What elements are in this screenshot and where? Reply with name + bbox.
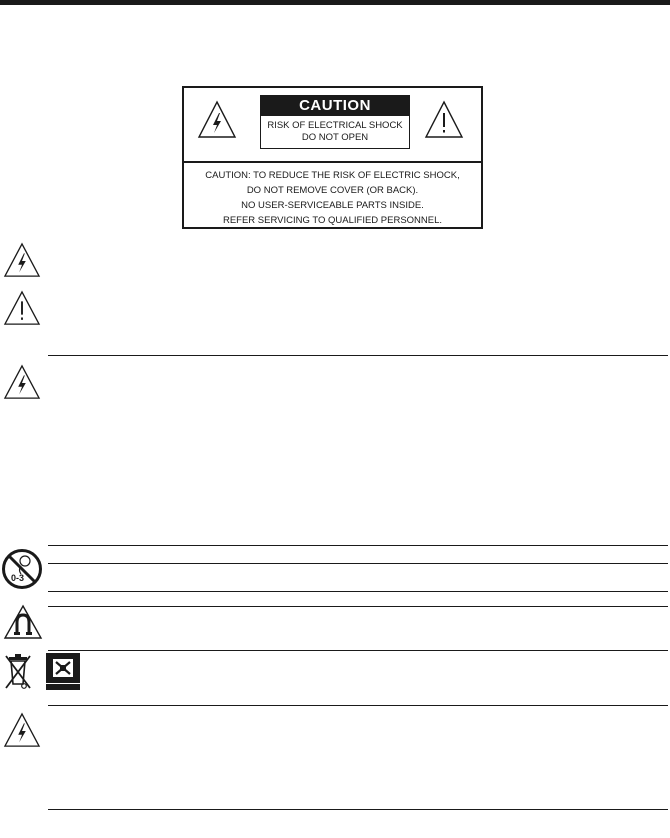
lightning-warning-icon bbox=[197, 100, 237, 140]
lightning-warning-icon bbox=[3, 364, 41, 400]
caution-text-line: CAUTION: TO REDUCE THE RISK OF ELECTRIC SHOCK, bbox=[205, 170, 460, 181]
section-divider bbox=[48, 591, 668, 592]
section-divider bbox=[48, 705, 668, 706]
top-rule bbox=[0, 0, 670, 5]
caution-text-line: REFER SERVICING TO QUALIFIED PERSONNEL. bbox=[222, 215, 443, 226]
caution-text-line: NO USER-SERVICEABLE PARTS INSIDE. bbox=[241, 200, 424, 211]
section-divider bbox=[48, 545, 668, 546]
exclamation-warning-icon bbox=[3, 290, 41, 326]
magnet-warning-icon bbox=[3, 604, 43, 640]
caution-title: CAUTION bbox=[261, 96, 409, 116]
section-divider bbox=[48, 355, 668, 356]
caution-label bbox=[260, 95, 410, 149]
caution-text bbox=[184, 168, 481, 228]
crossed-out-wheeled-bin-icon bbox=[5, 652, 31, 692]
caution-divider bbox=[184, 161, 481, 163]
no-children-0-3-icon bbox=[1, 548, 43, 590]
caution-subtitle-1: RISK OF ELECTRICAL SHOCK bbox=[267, 120, 403, 131]
section-divider bbox=[48, 650, 668, 651]
battery-recycling-icon bbox=[46, 653, 80, 691]
section-divider bbox=[48, 563, 668, 564]
lightning-warning-icon bbox=[3, 242, 41, 278]
exclamation-warning-icon bbox=[424, 100, 464, 140]
caution-text-line: DO NOT REMOVE COVER (OR BACK). bbox=[246, 185, 419, 196]
lightning-warning-icon bbox=[3, 712, 41, 748]
age-range-label: 0-3 bbox=[11, 573, 25, 583]
caution-label-panel bbox=[182, 86, 483, 229]
section-divider bbox=[48, 809, 668, 810]
caution-subtitle-2: DO NOT OPEN bbox=[301, 132, 369, 143]
section-divider bbox=[48, 606, 668, 607]
